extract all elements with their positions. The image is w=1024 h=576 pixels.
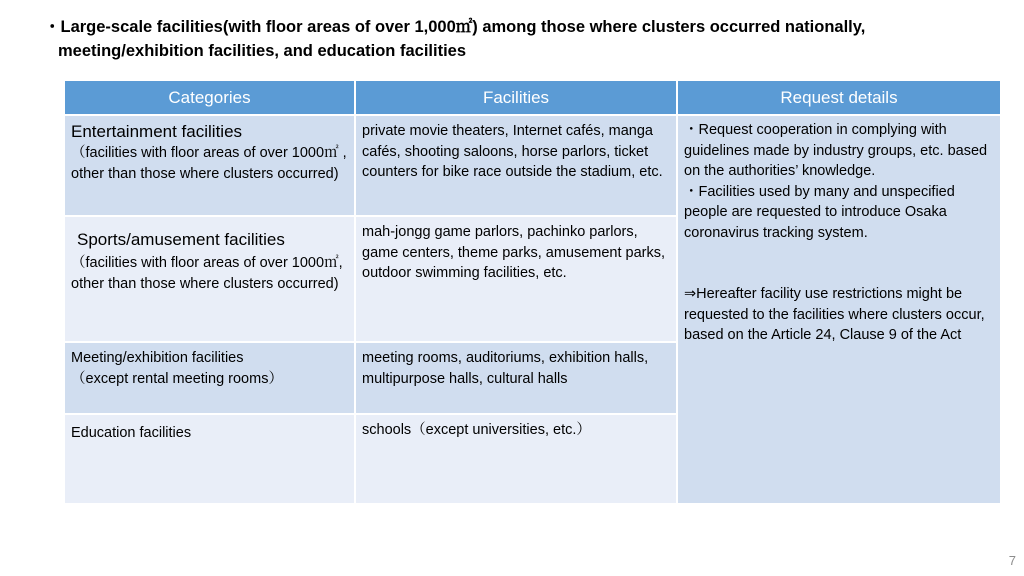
title-line-1: ・Large-scale facilities(with floor areas of over 1,000㎡) among those where clusters occurred nationally, (44, 18, 866, 36)
category-main: Entertainment facilities (71, 122, 243, 141)
category-sub: （except rental meeting rooms） (71, 370, 283, 387)
facilities-text: private movie theaters, Internet cafés, manga cafés, shooting saloons, horse parlors, ticket counters for bike race outside the stadium, etc. (362, 123, 663, 180)
table-row (64, 115, 1001, 216)
category-sub: （facilities with floor areas of over 1000㎡, other than those where clusters occurred) (71, 255, 343, 292)
category-cell (64, 115, 355, 216)
facilities-cell (355, 342, 677, 414)
header-request-details: Request details (677, 80, 1001, 115)
facilities-cell (355, 115, 677, 216)
request-detail-2: ・Facilities used by many and unspecified people are requested to introduce Osaka coronavirus tracking system. (684, 183, 955, 241)
category-sub: （facilities with floor areas of over 1000㎡ , other than those where clusters occurred) (71, 145, 347, 182)
request-details-cell (677, 115, 1001, 504)
table-header-row (64, 80, 1001, 115)
facilities-cell (355, 414, 677, 504)
category-main: Education facilities (71, 425, 192, 441)
header-categories: Categories (64, 80, 355, 115)
category-main: Meeting/exhibition facilities (71, 350, 244, 366)
page-number: 7 (1008, 553, 1016, 568)
facilities-text: schools（except universities, etc.） (362, 422, 591, 438)
facilities-text: meeting rooms, auditoriums, exhibition halls, multipurpose halls, cultural halls (362, 350, 649, 387)
request-detail-1: ・Request cooperation in complying with guidelines made by industry groups, etc. based on the authorities’ knowledge. (684, 122, 988, 179)
facilities-cell (355, 216, 677, 342)
request-table (63, 79, 1002, 505)
category-main: Sports/amusement facilities (77, 230, 285, 249)
category-cell (64, 414, 355, 504)
slide-title (44, 15, 1014, 63)
facilities-text: mah-jongg game parlors, pachinko parlors, game centers, theme parks, amusement parks, outdoor swimming facilities, etc. (362, 224, 666, 281)
header-facilities: Facilities (355, 80, 677, 115)
request-detail-3: ⇒Hereafter facility use restrictions might be requested to the facilities where clusters occur, based on the Article 24, Clause 9 of the Act (684, 286, 985, 343)
title-line-2: meeting/exhibition facilities, and education facilities (58, 42, 467, 60)
category-cell (64, 342, 355, 414)
category-cell (64, 216, 355, 342)
